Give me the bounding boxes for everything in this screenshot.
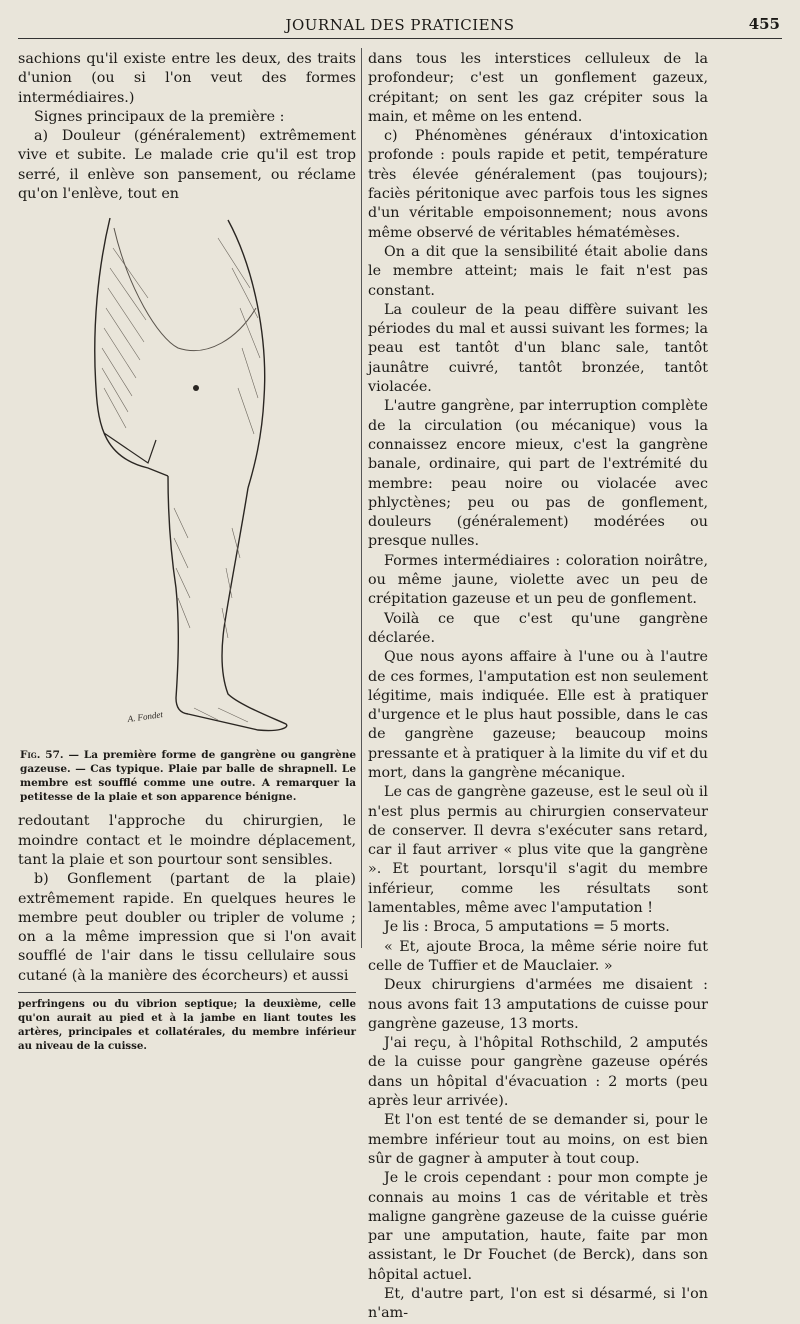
wound-mark	[193, 385, 199, 391]
paragraph: Et l'on est tenté de se demander si, pour le membre inférieur tout au moins, on est bien sûr de gagner à amputer à tout coup.	[368, 1112, 708, 1167]
paragraph: Et, d'autre part, l'on est si désarmé, si l'on n'am-	[368, 1286, 708, 1322]
paragraph: La couleur de la peau diffère suivant les périodes du mal et aussi suivant les formes; la peau est tantôt d'un blanc sale, tantôt jaunâtre cuivré, tantôt bronzée, tantôt violacée.	[368, 301, 708, 396]
paragraph: L'autre gangrène, par interruption complète de la circulation (ou mécanique) vous la connaissez encore mieux, c'est la gangrène banale, ordinaire, qui part de l'extrémité du membre: peau noire ou violacée avec phlyctènes; peu ou pas de gonflement, douleurs (généralement) modérées ou presque nulles.	[368, 398, 708, 550]
paragraph: Je lis : Broca, 5 amputations = 5 morts.	[384, 919, 670, 936]
footnote: perfringens ou du vibrion septique; la deuxième, celle qu'on aurait au pied et à la jambe en liant toutes les artères, principales et collatérales, du membre inférieur au niveau de la cuisse.	[18, 992, 356, 1053]
paragraph: dans tous les interstices celluleux de la profondeur; c'est un gonflement gazeux, crépitant; on sent les gaz crépiter sous la main, et même on les entend.	[368, 51, 708, 125]
paragraph: b) Gonflement (partant de la plaie) extrêmement rapide. En quelques heures le membre peut doubler ou tripler de volume ; on a la même impression que si l'on avait soufflé de l'air dans le tissu cellulaire sous cutané (à la manière des écorcheurs) et aussi	[18, 871, 356, 984]
column-divider	[361, 48, 362, 948]
left-column	[18, 50, 356, 1053]
right-column	[368, 50, 708, 1324]
caption-text: — La première forme de gangrène ou gangrène gazeuse. — Cas typique. Plaie par balle de shrapnell. Le membre est soufflé comme une outre. A remarquer la petitesse de la plaie et son apparence bénigne.	[20, 749, 357, 804]
paragraph: Que nous ayons affaire à l'une ou à l'autre de ces formes, l'amputation est non seulement légitime, mais indiquée. Elle est à pratiquer d'urgence et le plus haut possible, dans le cas de gangrène gazeuse; beaucoup moins pressante et à pratiquer à la limite du vif et du mort, dans la gangrène mécanique.	[368, 649, 708, 781]
paragraph: redoutant l'approche du chirurgien, le moindre contact et le moindre déplacement, tant la plaie et son pourtour sont sensibles.	[18, 813, 356, 868]
paragraph: a) Douleur (généralement) extrêmement vive et subite. Le malade crie qu'il est trop serré, il enlève son pansement, ou réclame qu'on l'enlève, tout en	[18, 128, 356, 203]
paragraph: On a dit que la sensibilité était abolie dans le membre atteint; mais le fait n'est pas constant.	[368, 243, 708, 299]
paragraph: Deux chirurgiens d'armées me disaient : nous avons fait 13 amputations de cuisse pour gangrène gazeuse, 13 morts.	[368, 977, 708, 1032]
paragraph: « Et, ajoute Broca, la même série noire fut celle de Tuffier et de Mauclaier. »	[368, 938, 708, 974]
figure-label: Fig. 57.	[20, 749, 64, 762]
paragraph: sachions qu'il existe entre les deux, des traits d'union (ou si l'on veut des formes intermédiaires.)	[18, 51, 356, 106]
paragraph: c) Phénomènes généraux d'intoxication profonde : pouls rapide et petit, température très élevée généralement (pas toujours); faciès péritonique avec parfois tous les signes d'un véritable empoisonnement; nous avons même observé de véritables hématémèses.	[368, 128, 708, 241]
artist-signature: A. Fondet	[126, 709, 164, 725]
paragraph: Je le crois cependant : pour mon compte je connais au moins 1 cas de véritable et très maligne gangrène gazeuse de la cuisse guérie par une amputation, haute, faite par mon assistant, le Dr Fouchet (de Berck), dans son hôpital actuel.	[368, 1170, 708, 1283]
journal-title: JOURNAL DES PRATICIENS	[285, 16, 515, 34]
leg-drawing	[18, 208, 356, 748]
paragraph: Signes principaux de la première :	[34, 108, 285, 125]
paragraph: Le cas de gangrène gazeuse, est le seul où il n'est plus permis au chirurgien conservateur de conserver. Il devra s'exécuter sans retard, car il faut arriver « plus vite que la gangrène ». Et pourtant, lorsqu'il s'agit du membre inférieur, comme les résultats sont lamentables, même avec l'amputation !	[368, 784, 708, 917]
figure-caption	[18, 748, 356, 804]
figure-leg-illustration	[18, 208, 356, 748]
paragraph: Formes intermédiaires : coloration noirâtre, ou même jaune, violette avec un peu de crépitation gazeuse et un peu de gonflement.	[368, 552, 708, 608]
running-header	[18, 14, 782, 39]
paragraph: J'ai reçu, à l'hôpital Rothschild, 2 amputés de la cuisse pour gangrène gazeuse opérés dans un hôpital d'évacuation : 2 morts (peu après leur arrivée).	[368, 1035, 708, 1110]
page-number: 455	[748, 15, 780, 33]
paragraph: Voilà ce que c'est qu'une gangrène déclarée.	[368, 610, 708, 646]
